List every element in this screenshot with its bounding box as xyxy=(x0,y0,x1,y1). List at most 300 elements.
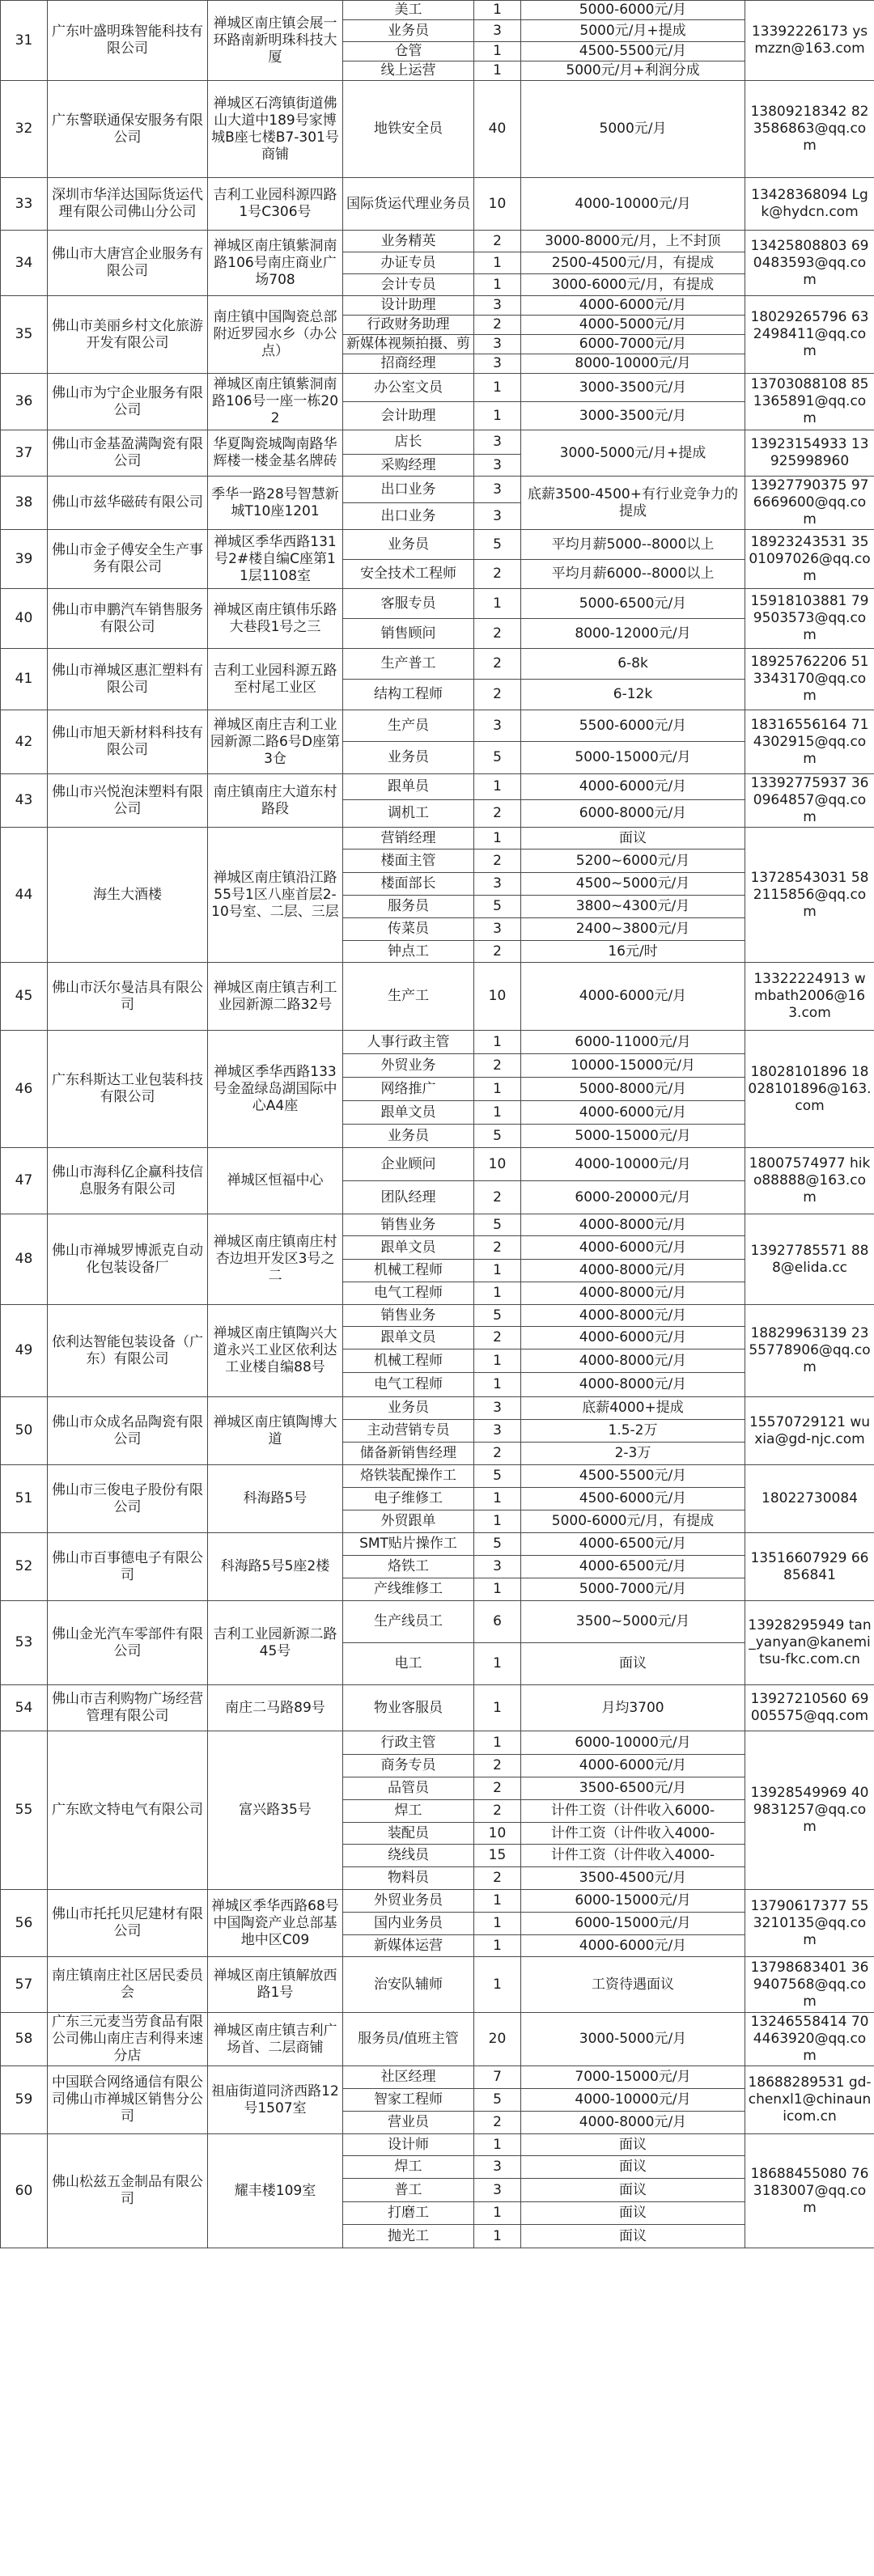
company-name: 佛山市海科亿企赢科技信息服务有限公司 xyxy=(48,1148,208,1214)
job-salary: 6000-20000元/月 xyxy=(521,1181,745,1214)
job-headcount: 2 xyxy=(474,1327,521,1349)
job-position: 客服专员 xyxy=(343,589,474,619)
job-salary: 16元/时 xyxy=(521,941,745,963)
job-position: 跟单文员 xyxy=(343,1327,474,1349)
row-number: 48 xyxy=(1,1214,48,1305)
table-row xyxy=(1,1031,874,1054)
job-salary: 底薪4000+提成 xyxy=(521,1397,745,1420)
job-salary: 6000-15000元/月 xyxy=(521,1890,745,1913)
company-address: 耀丰楼109室 xyxy=(208,2134,343,2248)
job-salary: 3000-6000元/月，有提成 xyxy=(521,274,745,296)
job-position: 服务员 xyxy=(343,896,474,918)
company-contact: 15918103881 799503573@qq.com xyxy=(745,589,874,649)
company-name: 佛山市金基盈满陶瓷有限公司 xyxy=(48,430,208,477)
row-number: 39 xyxy=(1,530,48,589)
job-salary: 5200~6000元/月 xyxy=(521,849,745,873)
job-headcount: 2 xyxy=(474,619,521,649)
job-salary: 4000-5000元/月 xyxy=(521,316,745,335)
job-salary: 平均月薪5000--8000以上 xyxy=(521,530,745,560)
job-salary: 3500~5000元/月 xyxy=(521,1601,745,1643)
row-number: 41 xyxy=(1,649,48,710)
job-position: 楼面部长 xyxy=(343,873,474,896)
job-headcount: 2 xyxy=(474,649,521,680)
row-number: 46 xyxy=(1,1031,48,1148)
job-headcount: 1 xyxy=(474,402,521,430)
job-position: 新媒体视频拍摄、剪 xyxy=(343,335,474,354)
company-contact: 18923243531 3501097026@qq.com xyxy=(745,530,874,589)
row-number: 53 xyxy=(1,1601,48,1685)
job-position: 社区经理 xyxy=(343,2066,474,2089)
job-position: 外贸业务员 xyxy=(343,1890,474,1913)
job-headcount: 2 xyxy=(474,1777,521,1800)
table-row xyxy=(1,1685,874,1731)
row-number: 50 xyxy=(1,1397,48,1465)
job-headcount: 5 xyxy=(474,2089,521,2112)
job-salary: 4000-8000元/月 xyxy=(521,1214,745,1236)
company-name: 佛山市为宁企业服务有限公司 xyxy=(48,374,208,430)
job-headcount: 5 xyxy=(474,896,521,918)
company-address: 禅城区石湾镇街道佛山大道中189号家博城B座七楼B7-301号商铺 xyxy=(208,81,343,178)
company-name: 广东叶盛明珠智能科技有限公司 xyxy=(48,1,208,81)
job-position: 机械工程师 xyxy=(343,1260,474,1282)
job-headcount: 2 xyxy=(474,1867,521,1890)
job-headcount: 2 xyxy=(474,1054,521,1078)
job-position: 招商经理 xyxy=(343,354,474,374)
job-headcount: 3 xyxy=(474,1556,521,1578)
job-position: 储备新销售经理 xyxy=(343,1443,474,1465)
job-position: 调机工 xyxy=(343,800,474,828)
job-position: 外贸跟单 xyxy=(343,1510,474,1533)
job-headcount: 1 xyxy=(474,1101,521,1125)
job-position: 业务员 xyxy=(343,1397,474,1420)
company-name: 佛山市申鹏汽车销售服务有限公司 xyxy=(48,589,208,649)
company-contact: 18029265796 632498411@qq.com xyxy=(745,296,874,374)
company-contact: 18028101896 18028101896@163.com xyxy=(745,1031,874,1148)
table-row xyxy=(1,178,874,231)
job-salary: 4000-6000元/月 xyxy=(521,1327,745,1349)
job-headcount: 3 xyxy=(474,430,521,455)
row-number: 32 xyxy=(1,81,48,178)
job-position: 产线维修工 xyxy=(343,1578,474,1601)
job-headcount: 3 xyxy=(474,455,521,477)
company-address: 祖庙街道同济西路12号1507室 xyxy=(208,2066,343,2134)
company-address: 禅城区南庄镇吉利工业园新源二路32号 xyxy=(208,963,343,1031)
job-position: 团队经理 xyxy=(343,1181,474,1214)
company-name: 佛山市兹华磁砖有限公司 xyxy=(48,477,208,530)
company-contact: 18688289531 gd-chenxl1@chinaunicom.cn xyxy=(745,2066,874,2134)
job-salary: 4000-8000元/月 xyxy=(521,1260,745,1282)
job-position: 网络推广 xyxy=(343,1078,474,1101)
job-position: 楼面主管 xyxy=(343,849,474,873)
job-headcount: 15 xyxy=(474,1845,521,1867)
company-name: 佛山市金子傅安全生产事务有限公司 xyxy=(48,530,208,589)
job-position: 生产线员工 xyxy=(343,1601,474,1643)
row-number: 43 xyxy=(1,774,48,828)
job-headcount: 1 xyxy=(474,2134,521,2156)
table-row xyxy=(1,710,874,742)
table-row xyxy=(1,1533,874,1556)
job-headcount: 3 xyxy=(474,2156,521,2179)
company-address: 禅城区季华西路68号中国陶瓷产业总部基地中区C09 xyxy=(208,1890,343,1957)
job-salary: 5000-6000元/月 xyxy=(521,1,745,20)
row-number: 57 xyxy=(1,1957,48,2013)
table-row xyxy=(1,1,874,20)
company-contact: 18316556164 714302915@qq.com xyxy=(745,710,874,774)
job-position: 商务专员 xyxy=(343,1755,474,1777)
company-address: 禅城区恒福中心 xyxy=(208,1148,343,1214)
company-name: 中国联合网络通信有限公司佛山市禅城区销售分公司 xyxy=(48,2066,208,2134)
job-salary: 7000-15000元/月 xyxy=(521,2066,745,2089)
job-headcount: 2 xyxy=(474,1443,521,1465)
job-headcount: 3 xyxy=(474,296,521,316)
job-salary: 面议 xyxy=(521,2134,745,2156)
job-salary: 4000-8000元/月 xyxy=(521,1349,745,1373)
job-salary: 4000-10000元/月 xyxy=(521,178,745,231)
job-headcount: 10 xyxy=(474,1148,521,1181)
job-headcount: 3 xyxy=(474,873,521,896)
job-headcount: 1 xyxy=(474,1731,521,1755)
row-number: 52 xyxy=(1,1533,48,1601)
job-salary: 3000-3500元/月 xyxy=(521,374,745,402)
company-address: 禅城区南庄镇沿江路55号1区八座首层2-10号室、二层、三层 xyxy=(208,828,343,963)
job-headcount: 1 xyxy=(474,1957,521,2013)
job-salary: 4500-6000元/月 xyxy=(521,1488,745,1510)
job-headcount: 3 xyxy=(474,503,521,530)
company-name: 佛山松兹五金制品有限公司 xyxy=(48,2134,208,2248)
job-position: 行政财务助理 xyxy=(343,316,474,335)
job-headcount: 1 xyxy=(474,1935,521,1957)
job-headcount: 1 xyxy=(474,1578,521,1601)
job-salary: 4000-6000元/月 xyxy=(521,296,745,316)
job-headcount: 2 xyxy=(474,1181,521,1214)
job-position: 生产工 xyxy=(343,963,474,1031)
job-headcount: 5 xyxy=(474,1465,521,1488)
job-position: 生产普工 xyxy=(343,649,474,680)
table-row xyxy=(1,374,874,402)
company-address: 禅城区南庄镇陶博大道 xyxy=(208,1397,343,1465)
job-salary: 5000-8000元/月 xyxy=(521,1078,745,1101)
job-salary: 4000-6000元/月 xyxy=(521,1755,745,1777)
job-salary: 6-8k xyxy=(521,649,745,680)
company-contact: 18925762206 513343170@qq.com xyxy=(745,649,874,710)
row-number: 44 xyxy=(1,828,48,963)
job-headcount: 1 xyxy=(474,1031,521,1054)
job-position: 烙铁装配操作工 xyxy=(343,1465,474,1488)
company-address: 南庄镇南庄大道东村路段 xyxy=(208,774,343,828)
company-name: 深圳市华洋达国际货运代理有限公司佛山分公司 xyxy=(48,178,208,231)
job-salary: 4000-6000元/月 xyxy=(521,1236,745,1260)
job-position: 普工 xyxy=(343,2179,474,2202)
job-position: 装配员 xyxy=(343,1823,474,1845)
job-headcount: 2 xyxy=(474,1755,521,1777)
job-position: 品管员 xyxy=(343,1777,474,1800)
company-contact: 13927210560 69005575@qq.com xyxy=(745,1685,874,1731)
job-salary: 3500-6500元/月 xyxy=(521,1777,745,1800)
job-headcount: 1 xyxy=(474,1078,521,1101)
company-name: 佛山市兴悦泡沫塑料有限公司 xyxy=(48,774,208,828)
job-salary: 6-12k xyxy=(521,680,745,710)
job-position: 新媒体运营 xyxy=(343,1935,474,1957)
job-headcount: 10 xyxy=(474,1823,521,1845)
job-position: 电工 xyxy=(343,1643,474,1685)
job-headcount: 1 xyxy=(474,274,521,296)
job-headcount: 2 xyxy=(474,231,521,252)
job-position: 机械工程师 xyxy=(343,1349,474,1373)
job-salary: 计件工资（计件收入4000- xyxy=(521,1845,745,1867)
job-salary: 5000-6500元/月 xyxy=(521,589,745,619)
job-headcount: 2 xyxy=(474,941,521,963)
company-address: 禅城区南庄镇紫洞南路106号南庄商业广场708 xyxy=(208,231,343,296)
row-number: 59 xyxy=(1,2066,48,2134)
company-contact: 13425808803 690483593@qq.com xyxy=(745,231,874,296)
job-position: 绕线员 xyxy=(343,1845,474,1867)
job-headcount: 2 xyxy=(474,800,521,828)
job-position: 业务员 xyxy=(343,742,474,774)
job-position: 服务员/值班主管 xyxy=(343,2013,474,2066)
company-address: 禅城区南庄吉利工业园新源二路6号D座第3仓 xyxy=(208,710,343,774)
company-contact: 18022730084 xyxy=(745,1465,874,1533)
job-salary: 5500-6000元/月 xyxy=(521,710,745,742)
company-name: 佛山市三俊电子股份有限公司 xyxy=(48,1465,208,1533)
company-contact: 13392226173 ysmzzn@163.com xyxy=(745,1,874,81)
job-salary: 4000-10000元/月 xyxy=(521,2089,745,2112)
job-position: 传菜员 xyxy=(343,918,474,941)
company-contact: 13516607929 66856841 xyxy=(745,1533,874,1601)
company-contact: 13392775937 360964857@qq.com xyxy=(745,774,874,828)
job-position: 仓管 xyxy=(343,42,474,61)
company-address: 吉利工业园科源四路1号C306号 xyxy=(208,178,343,231)
job-salary: 3000-5000元/月 xyxy=(521,2013,745,2066)
job-headcount: 1 xyxy=(474,1643,521,1685)
job-headcount: 2 xyxy=(474,560,521,589)
company-address: 南庄二马路89号 xyxy=(208,1685,343,1731)
job-salary: 6000-10000元/月 xyxy=(521,1731,745,1755)
company-name: 广东三元麦当劳食品有限公司佛山南庄吉利得来速分店 xyxy=(48,2013,208,2066)
job-position: SMT贴片操作工 xyxy=(343,1533,474,1556)
company-name: 佛山市禅城罗博派克自动化包装设备厂 xyxy=(48,1214,208,1305)
job-salary: 面议 xyxy=(521,2179,745,2202)
row-number: 35 xyxy=(1,296,48,374)
company-name: 佛山市百事德电子有限公司 xyxy=(48,1533,208,1601)
table-row xyxy=(1,2013,874,2066)
table-row xyxy=(1,231,874,252)
job-headcount: 1 xyxy=(474,1685,521,1731)
company-contact: 18829963139 2355778906@qq.com xyxy=(745,1305,874,1397)
job-headcount: 2 xyxy=(474,680,521,710)
job-headcount: 1 xyxy=(474,1913,521,1935)
job-salary: 8000-12000元/月 xyxy=(521,619,745,649)
company-name: 海生大酒楼 xyxy=(48,828,208,963)
company-address: 禅城区南庄镇陶兴大道永兴工业区依利达工业楼自编88号 xyxy=(208,1305,343,1397)
job-salary: 3800~4300元/月 xyxy=(521,896,745,918)
job-headcount: 3 xyxy=(474,20,521,42)
company-contact: 13928549969 409831257@qq.com xyxy=(745,1731,874,1890)
job-salary: 5000-7000元/月 xyxy=(521,1578,745,1601)
company-contact: 13428368094 Lgk@hydcn.com xyxy=(745,178,874,231)
job-salary: 4000-6500元/月 xyxy=(521,1556,745,1578)
job-salary: 4000-6500元/月 xyxy=(521,1533,745,1556)
job-headcount: 1 xyxy=(474,774,521,800)
job-headcount: 2 xyxy=(474,316,521,335)
company-address: 科海路5号 xyxy=(208,1465,343,1533)
job-headcount: 3 xyxy=(474,1397,521,1420)
job-salary: 5000元/月+利润分成 xyxy=(521,61,745,81)
job-position: 跟单员 xyxy=(343,774,474,800)
table-row xyxy=(1,296,874,316)
job-salary: 工资待遇面议 xyxy=(521,1957,745,2013)
company-contact: 13790617377 553210135@qq.com xyxy=(745,1890,874,1957)
company-name: 佛山金光汽车零部件有限公司 xyxy=(48,1601,208,1685)
job-position: 会计专员 xyxy=(343,274,474,296)
company-address: 禅城区南庄镇解放西路1号 xyxy=(208,1957,343,2013)
job-salary: 4000-6000元/月 xyxy=(521,774,745,800)
row-number: 55 xyxy=(1,1731,48,1890)
company-contact: 13322224913 wmbath2006@163.com xyxy=(745,963,874,1031)
job-salary: 计件工资（计件收入4000- xyxy=(521,1823,745,1845)
job-position: 物业客服员 xyxy=(343,1685,474,1731)
job-position: 会计助理 xyxy=(343,402,474,430)
job-salary: 3000-5000元/月+提成 xyxy=(521,430,745,477)
job-headcount: 1 xyxy=(474,42,521,61)
company-address: 禅城区季华西路131号2#楼自编C座第11层1108室 xyxy=(208,530,343,589)
table-row xyxy=(1,649,874,680)
row-number: 33 xyxy=(1,178,48,231)
job-headcount: 5 xyxy=(474,742,521,774)
job-position: 烙铁工 xyxy=(343,1556,474,1578)
job-headcount: 2 xyxy=(474,1800,521,1823)
job-position: 出口业务 xyxy=(343,477,474,503)
job-salary: 面议 xyxy=(521,2156,745,2179)
job-position: 销售业务 xyxy=(343,1305,474,1327)
table-row xyxy=(1,530,874,560)
company-contact: 13809218342 823586863@qq.com xyxy=(745,81,874,178)
company-name: 佛山市托托贝尼建材有限公司 xyxy=(48,1890,208,1957)
job-headcount: 2 xyxy=(474,849,521,873)
job-position: 办公室文员 xyxy=(343,374,474,402)
job-salary: 3500-4500元/月 xyxy=(521,1867,745,1890)
job-headcount: 3 xyxy=(474,477,521,503)
job-position: 跟单文员 xyxy=(343,1236,474,1260)
table-row xyxy=(1,1890,874,1913)
table-row xyxy=(1,1465,874,1488)
job-headcount: 1 xyxy=(474,1890,521,1913)
row-number: 45 xyxy=(1,963,48,1031)
job-headcount: 5 xyxy=(474,1305,521,1327)
job-salary: 月均3700 xyxy=(521,1685,745,1731)
job-headcount: 3 xyxy=(474,918,521,941)
job-position: 出口业务 xyxy=(343,503,474,530)
job-salary: 6000-8000元/月 xyxy=(521,800,745,828)
job-position: 物料员 xyxy=(343,1867,474,1890)
company-address: 禅城区南庄镇伟乐路大巷段1号之三 xyxy=(208,589,343,649)
job-headcount: 3 xyxy=(474,335,521,354)
job-position: 电气工程师 xyxy=(343,1373,474,1397)
job-position: 营销经理 xyxy=(343,828,474,849)
job-salary: 2500-4500元/月，有提成 xyxy=(521,252,745,274)
job-headcount: 20 xyxy=(474,2013,521,2066)
job-position: 设计师 xyxy=(343,2134,474,2156)
job-position: 美工 xyxy=(343,1,474,20)
company-address: 吉利工业园新源二路45号 xyxy=(208,1601,343,1685)
job-salary: 10000-15000元/月 xyxy=(521,1054,745,1078)
table-row xyxy=(1,81,874,178)
company-address: 季华一路28号智慧新城T10座1201 xyxy=(208,477,343,530)
table-row xyxy=(1,1397,874,1420)
row-number: 60 xyxy=(1,2134,48,2248)
table-row xyxy=(1,2066,874,2089)
job-salary: 4000-8000元/月 xyxy=(521,1373,745,1397)
row-number: 31 xyxy=(1,1,48,81)
company-address: 禅城区南庄镇紫洞南路106号一座一栋202 xyxy=(208,374,343,430)
job-headcount: 3 xyxy=(474,2179,521,2202)
company-contact: 18688455080 763183007@qq.com xyxy=(745,2134,874,2248)
job-position: 企业顾问 xyxy=(343,1148,474,1181)
job-position: 设计助理 xyxy=(343,296,474,316)
row-number: 42 xyxy=(1,710,48,774)
job-position: 生产员 xyxy=(343,710,474,742)
table-row xyxy=(1,1731,874,1755)
job-salary: 底薪3500-4500+有行业竞争力的提成 xyxy=(521,477,745,530)
job-headcount: 6 xyxy=(474,1601,521,1643)
job-position: 业务员 xyxy=(343,530,474,560)
company-name: 广东警联通保安服务有限公司 xyxy=(48,81,208,178)
job-headcount: 5 xyxy=(474,530,521,560)
row-number: 58 xyxy=(1,2013,48,2066)
job-salary: 5000-15000元/月 xyxy=(521,742,745,774)
job-salary: 4000-10000元/月 xyxy=(521,1148,745,1181)
company-name: 广东科斯达工业包装科技有限公司 xyxy=(48,1031,208,1148)
job-headcount: 10 xyxy=(474,963,521,1031)
job-salary: 4000-6000元/月 xyxy=(521,963,745,1031)
job-headcount: 1 xyxy=(474,1488,521,1510)
job-position: 智家工程师 xyxy=(343,2089,474,2112)
job-headcount: 2 xyxy=(474,2112,521,2134)
table-row xyxy=(1,1214,874,1236)
job-position: 焊工 xyxy=(343,2156,474,2179)
job-headcount: 40 xyxy=(474,81,521,178)
company-name: 佛山市禅城区惠汇塑料有限公司 xyxy=(48,649,208,710)
table-row xyxy=(1,1148,874,1181)
job-salary: 计件工资（计件收入6000- xyxy=(521,1800,745,1823)
company-address: 富兴路35号 xyxy=(208,1731,343,1890)
job-headcount: 1 xyxy=(474,589,521,619)
company-address: 吉利工业园科源五路至村尾工业区 xyxy=(208,649,343,710)
job-position: 地铁安全员 xyxy=(343,81,474,178)
row-number: 38 xyxy=(1,477,48,530)
job-salary: 面议 xyxy=(521,2225,745,2248)
company-name: 佛山市沃尔曼洁具有限公司 xyxy=(48,963,208,1031)
company-address: 禅城区南庄镇吉利广场首、二层商铺 xyxy=(208,2013,343,2066)
job-position: 主动营销专员 xyxy=(343,1420,474,1443)
job-headcount: 1 xyxy=(474,1349,521,1373)
company-contact: 13923154933 13925998960 xyxy=(745,430,874,477)
job-headcount: 1 xyxy=(474,1260,521,1282)
company-address: 禅城区南庄镇会展一环路南新明珠科技大厦 xyxy=(208,1,343,81)
company-name: 佛山市吉利购物广场经营管理有限公司 xyxy=(48,1685,208,1731)
company-contact: 15570729121 wuxia@gd-njc.com xyxy=(745,1397,874,1465)
table-row xyxy=(1,430,874,455)
job-salary: 4000-6000元/月 xyxy=(521,1101,745,1125)
company-address: 南庄镇中国陶瓷总部附近罗园水乡（办公点） xyxy=(208,296,343,374)
company-name: 佛山市旭天新材料科技有限公司 xyxy=(48,710,208,774)
job-position: 电子维修工 xyxy=(343,1488,474,1510)
company-address: 禅城区季华西路133号金盈绿岛湖国际中心A4座 xyxy=(208,1031,343,1148)
company-address: 禅城区南庄镇南庄村杏边坦开发区3号之二 xyxy=(208,1214,343,1305)
job-position: 销售顾问 xyxy=(343,619,474,649)
job-salary: 4000-8000元/月 xyxy=(521,1282,745,1305)
job-position: 抛光工 xyxy=(343,2225,474,2248)
job-salary: 4000-8000元/月 xyxy=(521,1305,745,1327)
